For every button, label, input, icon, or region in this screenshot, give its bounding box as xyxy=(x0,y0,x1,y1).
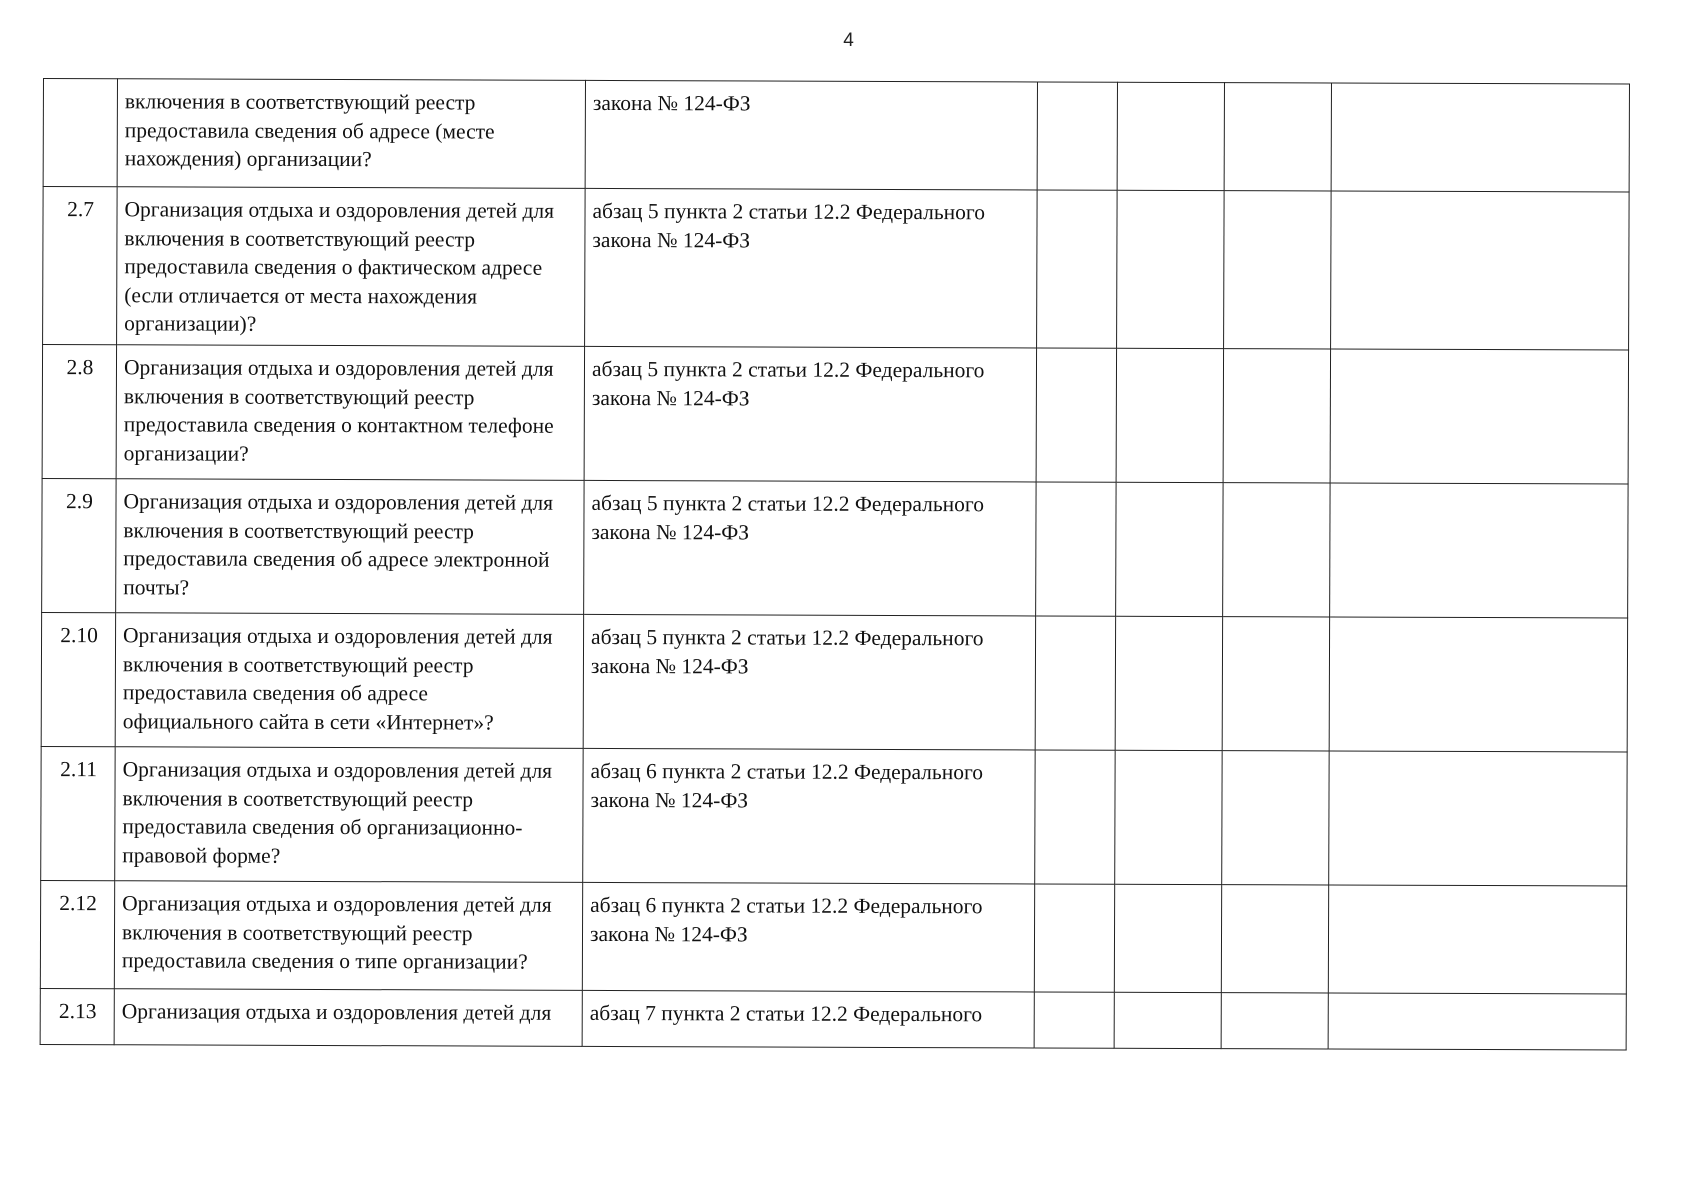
row-number xyxy=(43,79,117,187)
question-line: предоставила сведения об организационно- xyxy=(122,814,523,840)
question-cell xyxy=(117,187,586,347)
question-cell xyxy=(114,881,582,991)
question-line: нахождения) организации? xyxy=(124,146,372,172)
answer-cell-na[interactable] xyxy=(1221,885,1328,993)
question-line: включения в соответствующий реестр xyxy=(123,517,475,544)
reference-line: абзац 5 пункта 2 статьи 12.2 Федерального xyxy=(592,198,986,225)
reference-line: закона № 124-ФЗ xyxy=(591,385,750,410)
question-cell xyxy=(116,479,584,615)
reference-line: абзац 7 пункта 2 статьи 12.2 Федерального xyxy=(589,1000,983,1027)
reference-line: абзац 5 пункта 2 статьи 12.2 Федерального xyxy=(591,356,985,383)
question-cell xyxy=(115,747,583,883)
reference-cell xyxy=(583,748,1035,884)
table-row xyxy=(41,612,1627,752)
reference-cell xyxy=(585,188,1038,348)
table-row xyxy=(41,746,1627,886)
question-line: (если отличается от места нахождения xyxy=(124,282,478,309)
answer-cell-no[interactable] xyxy=(1116,482,1223,616)
answer-cell-na[interactable] xyxy=(1222,617,1329,751)
answer-cell-na[interactable] xyxy=(1224,83,1331,191)
question-cell xyxy=(116,345,584,481)
question-cell xyxy=(115,613,583,749)
question-cell xyxy=(117,79,585,189)
note-cell[interactable] xyxy=(1328,993,1626,1050)
answer-cell-no[interactable] xyxy=(1115,616,1222,750)
reference-cell xyxy=(584,346,1036,482)
note-cell[interactable] xyxy=(1329,617,1627,752)
note-cell[interactable] xyxy=(1328,885,1626,994)
question-line: предоставила сведения об адресе (месте xyxy=(124,117,495,144)
answer-cell-yes[interactable] xyxy=(1034,992,1114,1048)
note-cell[interactable] xyxy=(1330,349,1628,484)
question-line: Организация отдыха и оздоровления детей для xyxy=(121,999,552,1025)
question-line: предоставила сведения о фактическом адресе xyxy=(124,254,543,280)
answer-cell-yes[interactable] xyxy=(1036,348,1116,482)
question-line: включения в соответствующий реестр xyxy=(122,785,474,812)
reference-line: абзац 5 пункта 2 статьи 12.2 Федерального xyxy=(591,490,985,517)
question-line: Организация отдыха и оздоровления детей для xyxy=(122,757,553,783)
question-line: организации)? xyxy=(124,311,257,336)
table-row xyxy=(42,345,1628,485)
reference-cell xyxy=(582,990,1034,1048)
reference-line: закона № 124-ФЗ xyxy=(591,519,750,544)
answer-cell-yes[interactable] xyxy=(1035,616,1115,750)
row-number: 2.10 xyxy=(41,612,115,746)
reference-cell xyxy=(584,480,1036,616)
reference-line: абзац 6 пункта 2 статьи 12.2 Федерального xyxy=(590,892,983,919)
question-cell xyxy=(114,989,582,1047)
question-line: предоставила сведения об адресе xyxy=(122,680,429,706)
table-row xyxy=(43,79,1629,193)
answer-cell-no[interactable] xyxy=(1116,348,1223,482)
answer-cell-no[interactable] xyxy=(1117,82,1224,190)
reference-cell xyxy=(582,882,1034,992)
row-number: 2.9 xyxy=(42,478,116,612)
answer-cell-na[interactable] xyxy=(1222,751,1329,885)
row-number: 2.8 xyxy=(42,345,116,479)
row-number: 2.13 xyxy=(40,988,114,1044)
reference-line: закона № 124-ФЗ xyxy=(590,787,749,812)
answer-cell-no[interactable] xyxy=(1115,750,1222,884)
question-line: включения в соответствующий реестр xyxy=(124,89,476,115)
question-line: официального сайта в сети «Интернет»? xyxy=(122,708,494,735)
reference-line: закона № 124-ФЗ xyxy=(592,90,751,116)
question-line: включения в соответствующий реестр xyxy=(124,225,476,252)
table-row xyxy=(42,478,1628,618)
reference-line: закона № 124-ФЗ xyxy=(592,227,751,252)
table-row xyxy=(40,880,1626,994)
question-line: предоставила сведения о контактном телефоне xyxy=(123,412,554,438)
question-line: включения в соответствующий реестр xyxy=(121,919,473,946)
answer-cell-na[interactable] xyxy=(1221,993,1328,1049)
reference-line: закона № 124-ФЗ xyxy=(589,921,748,946)
answer-cell-no[interactable] xyxy=(1114,992,1221,1048)
question-line: Организация отдыха и оздоровления детей для xyxy=(122,891,552,917)
question-line: предоставила сведения о типе организации? xyxy=(121,948,528,974)
row-number: 2.12 xyxy=(40,880,114,988)
reference-cell xyxy=(583,614,1035,750)
table-row xyxy=(43,187,1630,351)
question-line: почты? xyxy=(123,574,190,600)
reference-line: абзац 6 пункта 2 статьи 12.2 Федерального xyxy=(590,758,984,785)
question-line: предоставила сведения об адресе электронной xyxy=(123,546,550,572)
checklist-table-body xyxy=(40,79,1629,1051)
note-cell[interactable] xyxy=(1330,483,1628,618)
row-number: 2.11 xyxy=(41,746,115,880)
question-line: Организация отдыха и оздоровления детей для xyxy=(123,489,554,515)
answer-cell-yes[interactable] xyxy=(1036,482,1116,616)
question-line: организации? xyxy=(123,440,249,466)
answer-cell-yes[interactable] xyxy=(1037,82,1117,190)
answer-cell-yes[interactable] xyxy=(1034,884,1114,992)
reference-cell xyxy=(585,80,1037,190)
answer-cell-na[interactable] xyxy=(1224,191,1332,349)
checklist-table xyxy=(40,78,1630,1051)
note-cell[interactable] xyxy=(1329,751,1627,886)
row-number: 2.7 xyxy=(43,187,118,345)
question-line: включения в соответствующий реестр xyxy=(123,383,475,410)
question-line: Организация отдыха и оздоровления детей для xyxy=(123,355,554,381)
table-row xyxy=(40,988,1626,1050)
reference-line: абзац 5 пункта 2 статьи 12.2 Федерального xyxy=(591,624,984,651)
page-number: 4 xyxy=(843,30,854,51)
answer-cell-na[interactable] xyxy=(1223,483,1330,617)
answer-cell-no[interactable] xyxy=(1117,190,1225,348)
answer-cell-yes[interactable] xyxy=(1037,190,1118,348)
answer-cell-yes[interactable] xyxy=(1035,750,1115,884)
question-line: Организация отдыха и оздоровления детей для xyxy=(123,623,553,649)
answer-cell-na[interactable] xyxy=(1223,349,1330,483)
question-line: правовой форме? xyxy=(122,842,281,868)
note-cell[interactable] xyxy=(1331,191,1630,350)
note-cell[interactable] xyxy=(1331,83,1629,192)
reference-line: закона № 124-ФЗ xyxy=(590,653,749,678)
question-line: включения в соответствующий реестр xyxy=(122,651,474,678)
answer-cell-no[interactable] xyxy=(1114,884,1221,992)
checklist-sheet xyxy=(40,78,1629,1051)
question-line: Организация отдыха и оздоровления детей для xyxy=(124,197,555,223)
